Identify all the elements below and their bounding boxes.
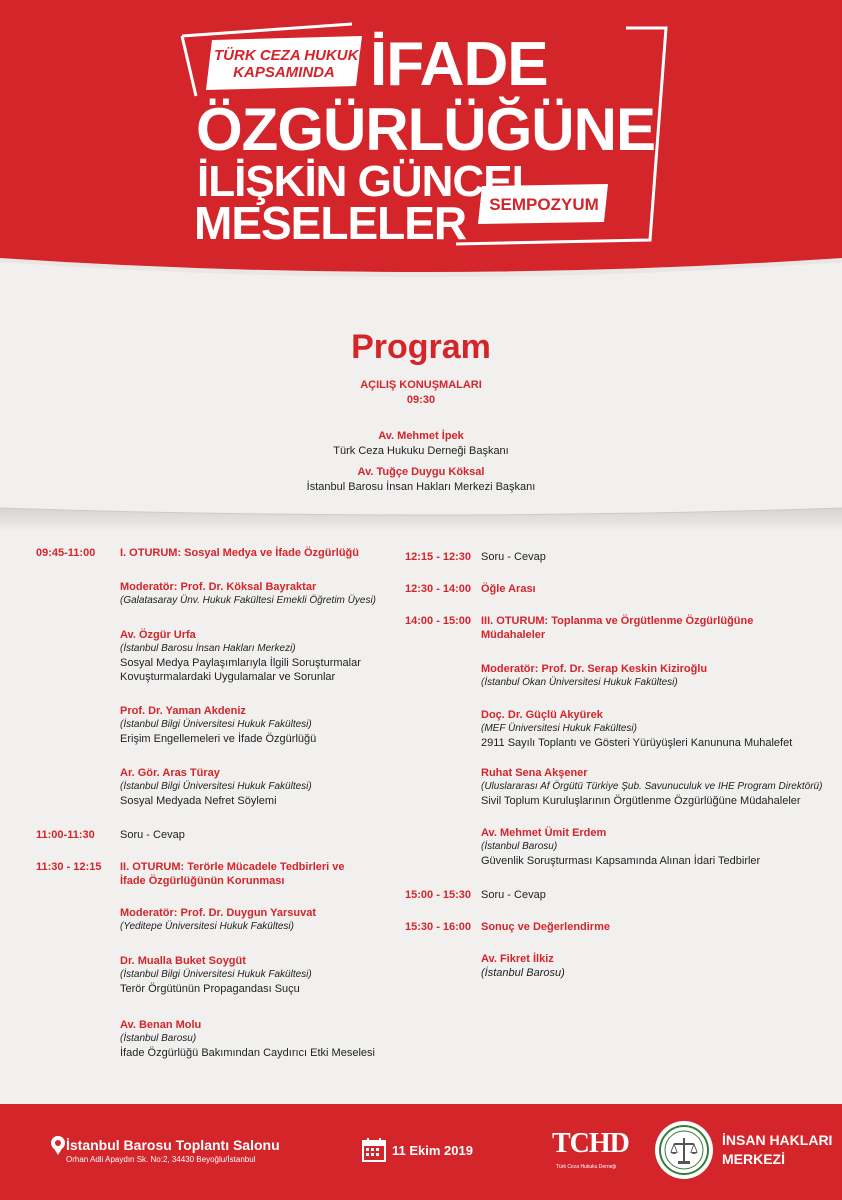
event-date: 11 Ekim 2019	[392, 1143, 473, 1158]
speaker-soygut	[120, 954, 312, 996]
talk-topic: Sosyal Medyada Nefret Söylemi	[120, 795, 277, 807]
talk-topic: Terör Örgütünün Propagandası Suçu	[120, 983, 300, 995]
session-time: 09:45-11:00	[36, 547, 96, 559]
qa-2-row	[405, 550, 546, 564]
speaker-ilkiz	[481, 952, 565, 980]
speaker-name: Ruhat Sena Akşener	[481, 767, 588, 779]
moderator-affiliation: (İstanbul Okan Üniversitesi Hukuk Fakültesi)	[481, 677, 678, 688]
venue-address: Orhan Adli Apaydın Sk. No:2, 34430 Beyoğlu/İstanbul	[66, 1155, 256, 1164]
speaker-affiliation: (MEF Üniversitesi Hukuk Fakültesi)	[481, 723, 637, 734]
qa-1-row	[36, 828, 185, 842]
title-line1: İFADE	[370, 30, 548, 99]
speaker-name: Av. Mehmet İpek	[378, 430, 464, 442]
speaker-turay	[120, 766, 312, 808]
opening-block	[0, 378, 842, 408]
session-time: 12:30 - 14:00	[405, 583, 472, 595]
session-time: 12:15 - 12:30	[405, 551, 472, 563]
moderator-name: Moderatör: Prof. Dr. Duygun Yarsuvat	[120, 907, 317, 919]
session-title: II. OTURUM: Terörle Mücadele Tedbirleri ve	[120, 861, 345, 873]
title-line4: MESELELER	[194, 197, 467, 249]
session-title: I. OTURUM: Sosyal Medya ve İfade Özgürlüğü	[120, 547, 359, 559]
subtitle-line2: KAPSAMINDA	[233, 64, 335, 81]
talk-topic: Sivil Toplum Kuruluşlarının Örgütlenme Özgürlüğüne Müdahaleler	[481, 795, 801, 807]
lunch-row	[405, 582, 536, 596]
speaker-name: Dr. Mualla Buket Soygüt	[120, 955, 246, 967]
speaker-name: Prof. Dr. Yaman Akdeniz	[120, 705, 246, 717]
section-divider	[0, 492, 842, 532]
session-title: İfade Özgürlüğünün Korunması	[120, 875, 285, 887]
speaker-name: Ar. Gör. Aras Türay	[120, 767, 220, 779]
talk-topic: Güvenlik Soruşturması Kapsamında Alınan İdari Tedbirler	[481, 855, 761, 867]
speaker-role: İstanbul Barosu İnsan Hakları Merkezi Başkanı	[306, 481, 536, 493]
session-time: 11:00-11:30	[36, 829, 95, 841]
talk-topic: İfade Özgürlüğü Bakımından Caydırıcı Etki Meselesi	[120, 1047, 375, 1059]
speaker-urfa	[120, 628, 361, 684]
speaker-name: Av. Mehmet Ümit Erdem	[481, 827, 607, 839]
talk-topic: Kovuşturmalardaki Uygulamalar ve Sorunlar	[120, 671, 336, 683]
moderator-1	[120, 580, 376, 608]
speaker-affiliation: (İstanbul Barosu İnsan Hakları Merkezi)	[120, 643, 296, 654]
speaker-affiliation: (İstanbul Bilgi Üniversitesi Hukuk Fakültesi)	[120, 969, 312, 980]
program-title: Program	[351, 328, 491, 366]
title-line2: ÖZGÜRLÜĞÜNE	[196, 96, 655, 163]
session-2-row	[36, 860, 345, 888]
speaker-affiliation: (İstanbul Barosu)	[481, 967, 565, 979]
speaker-name: Av. Benan Molu	[120, 1019, 202, 1031]
moderator-affiliation: (Yeditepe Üniversitesi Hukuk Fakültesi)	[120, 921, 294, 932]
moderator-name: Moderatör: Prof. Dr. Serap Keskin Kiziroğlu	[481, 663, 708, 675]
talk-topic: Sosyal Medya Paylaşımlarıyla İlgili Soruşturmalar	[120, 657, 361, 669]
speaker-akdeniz	[120, 704, 316, 746]
speaker-aksener	[481, 766, 822, 808]
speaker-akyurek	[481, 708, 792, 750]
speaker-affiliation: (İstanbul Barosu)	[481, 841, 558, 852]
speaker-name: Av. Tuğçe Duygu Köksal	[357, 466, 485, 478]
session-title: Öğle Arası	[481, 583, 536, 595]
tchd-logo: TCHD	[552, 1128, 629, 1159]
session-time: 15:00 - 15:30	[405, 889, 472, 901]
speaker-name: Doç. Dr. Güçlü Akyürek	[481, 709, 603, 721]
session-time: 11:30 - 12:15	[36, 861, 102, 873]
moderator-affiliation: (Galatasaray Ünv. Hukuk Fakültesi Emekli Öğretim Üyesi)	[120, 595, 376, 606]
calendar-icon	[362, 1138, 386, 1162]
opening-speaker-1	[0, 430, 842, 457]
moderator-3	[481, 662, 707, 690]
speaker-role: Türk Ceza Hukuku Derneği Başkanı	[333, 445, 509, 457]
speaker-name: Av. Fikret İlkiz	[481, 953, 554, 965]
speaker-affiliation: (İstanbul Barosu)	[120, 1033, 197, 1044]
speaker-name: Av. Özgür Urfa	[120, 629, 196, 641]
tchd-logo-subtitle: Türk Ceza Hukuku Derneği	[556, 1164, 617, 1170]
talk-topic: 2911 Sayılı Toplantı ve Gösteri Yürüyüşleri Kanununa Muhalefet	[481, 737, 793, 749]
moderator-2	[120, 906, 316, 934]
talk-topic: Erişim Engellemeleri ve İfade Özgürlüğü	[120, 733, 317, 745]
header-banner	[0, 0, 842, 280]
opening-time: 09:30	[406, 394, 436, 406]
closing-row	[405, 920, 610, 934]
session-title: III. OTURUM: Toplanma ve Örgütlenme Özgürlüğüne	[481, 615, 754, 627]
speaker-molu	[120, 1018, 375, 1060]
footer-bar	[0, 1104, 842, 1200]
speaker-affiliation: (Uluslararası Af Örgütü Türkiye Şub. Savunuculuk ve IHE Program Direktörü)	[481, 781, 823, 792]
opening-speaker-2	[0, 466, 842, 493]
subtitle-line1: TÜRK CEZA HUKUKU	[214, 47, 370, 64]
moderator-name: Moderatör: Prof. Dr. Köksal Bayraktar	[120, 581, 317, 593]
location-pin-icon	[50, 1135, 66, 1155]
scales-seal-icon	[654, 1120, 714, 1180]
session-time: 15:30 - 16:00	[405, 921, 472, 933]
ihm-name-line2: MERKEZİ	[722, 1151, 785, 1167]
session-title: Soru - Cevap	[481, 551, 546, 563]
session-title: Soru - Cevap	[120, 829, 185, 841]
speaker-erdem	[481, 826, 760, 868]
qa-3-row	[405, 888, 546, 902]
ihm-name-line1: İNSAN HAKLARI	[722, 1132, 833, 1148]
symposium-badge: SEMPOZYUM	[489, 195, 599, 214]
session-title: Sonuç ve Değerlendirme	[481, 921, 610, 933]
title-line3: İLİŞKİN GÜNCEL	[197, 157, 538, 206]
speaker-affiliation: (İstanbul Bilgi Üniversitesi Hukuk Fakültesi)	[120, 719, 312, 730]
session-time: 14:00 - 15:00	[405, 615, 472, 627]
session-title: Müdahaleler	[481, 629, 546, 641]
venue-name: İstanbul Barosu Toplantı Salonu	[66, 1137, 280, 1153]
speaker-affiliation: (İstanbul Bilgi Üniversitesi Hukuk Fakültesi)	[120, 781, 312, 792]
session-3-row	[405, 614, 753, 642]
session-1-row	[36, 546, 359, 560]
session-title: Soru - Cevap	[481, 889, 546, 901]
opening-label: AÇILIŞ KONUŞMALARI	[360, 379, 482, 391]
